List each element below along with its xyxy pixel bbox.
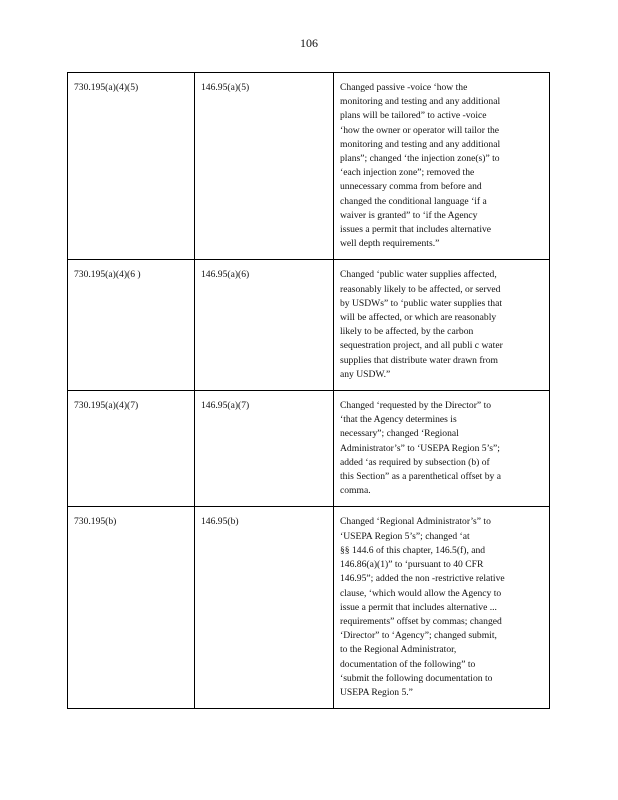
federal-section-cell: 146.95(a)(5) <box>195 73 334 260</box>
table-row <box>68 73 550 260</box>
description-line: well depth requirements.” <box>340 238 440 250</box>
amendment-table <box>67 72 550 709</box>
description-line: to the Regional Administrator, <box>340 644 457 656</box>
description-line: comma. <box>340 485 371 497</box>
description-line: necessary”; changed ‘Regional <box>340 428 459 440</box>
description-line: Changed ‘requested by the Director” to <box>340 400 492 412</box>
description-line: issues a permit that includes alternative <box>340 224 492 236</box>
description-line: ‘each injection zone”; removed the <box>340 167 475 179</box>
page-number: 106 <box>300 36 318 50</box>
description-line: issue a permit that includes alternative ... <box>340 601 497 613</box>
description-line: likely to be affected, by the carbon <box>340 326 474 338</box>
description-line: Administrator’s” to ‘USEPA Region 5’s”; <box>340 442 500 454</box>
description-line: plans will be tailored” to active -voice <box>340 110 487 122</box>
description-line: clause, ‘which would allow the Agency to <box>340 587 502 599</box>
federal-section-cell: 146.95(a)(7) <box>195 391 334 507</box>
description-line: USEPA Region 5.” <box>340 686 413 698</box>
illinois-section-cell: 730.195(b) <box>68 507 195 709</box>
change-description-cell <box>334 260 550 391</box>
description-line: plans”; changed ‘the injection zone(s)” to <box>340 153 500 165</box>
description-line: unnecessary comma from before and <box>340 181 482 193</box>
description-line: sequestration project, and all publi c water <box>340 340 503 352</box>
table-row <box>68 507 550 709</box>
description-line: Changed ‘Regional Administrator’s” to <box>340 516 491 528</box>
table-row <box>68 260 550 391</box>
table-row <box>68 391 550 507</box>
illinois-section-cell: 730.195(a)(4)(6 ) <box>68 260 195 391</box>
description-line: waiver is granted” to ‘if the Agency <box>340 209 478 221</box>
change-description-cell <box>334 73 550 260</box>
amendment-table-body <box>68 73 550 709</box>
federal-section-cell: 146.95(b) <box>195 507 334 709</box>
description-line: ‘submit the following documentation to <box>340 672 493 684</box>
description-line: by USDWs” to ‘public water supplies that <box>340 297 502 309</box>
description-line: ‘USEPA Region 5’s”; changed ‘at <box>340 530 470 542</box>
description-line: Changed passive -voice ‘how the <box>340 82 468 93</box>
description-line: monitoring and testing and any additional <box>340 138 501 150</box>
description-line: Changed ‘public water supplies affected, <box>340 269 497 281</box>
description-line: 146.86(a)(1)” to ‘pursuant to 40 CFR <box>340 559 484 571</box>
description-line: will be affected, or which are reasonably <box>340 312 497 324</box>
description-line: §§ 144.6 of this chapter, 146.5(f), and <box>340 544 486 556</box>
description-line: ‘Director” to ‘Agency”; changed submit, <box>340 630 497 642</box>
description-line: added ‘as required by subsection (b) of <box>340 456 490 468</box>
description-line: this Section” as a parenthetical offset by a <box>340 471 501 483</box>
description-line: 146.95”; added the non -restrictive relative <box>340 573 505 585</box>
description-line: monitoring and testing and any additional <box>340 96 501 108</box>
description-line: requirements” offset by commas; changed <box>340 615 502 627</box>
description-line: any USDW.” <box>340 368 391 380</box>
illinois-section-cell: 730.195(a)(4)(5) <box>68 73 195 260</box>
description-line: ‘that the Agency determines is <box>340 414 457 426</box>
illinois-section-cell: 730.195(a)(4)(7) <box>68 391 195 507</box>
description-line: changed the conditional language ‘if a <box>340 195 487 207</box>
change-description-cell <box>334 507 550 709</box>
description-line: ‘how the owner or operator will tailor the <box>340 124 500 136</box>
change-description-cell <box>334 391 550 507</box>
federal-section-cell: 146.95(a)(6) <box>195 260 334 391</box>
description-line: reasonably likely to be affected, or served <box>340 283 501 295</box>
description-line: documentation of the following” to <box>340 658 476 670</box>
description-line: supplies that distribute water drawn from <box>340 354 498 366</box>
